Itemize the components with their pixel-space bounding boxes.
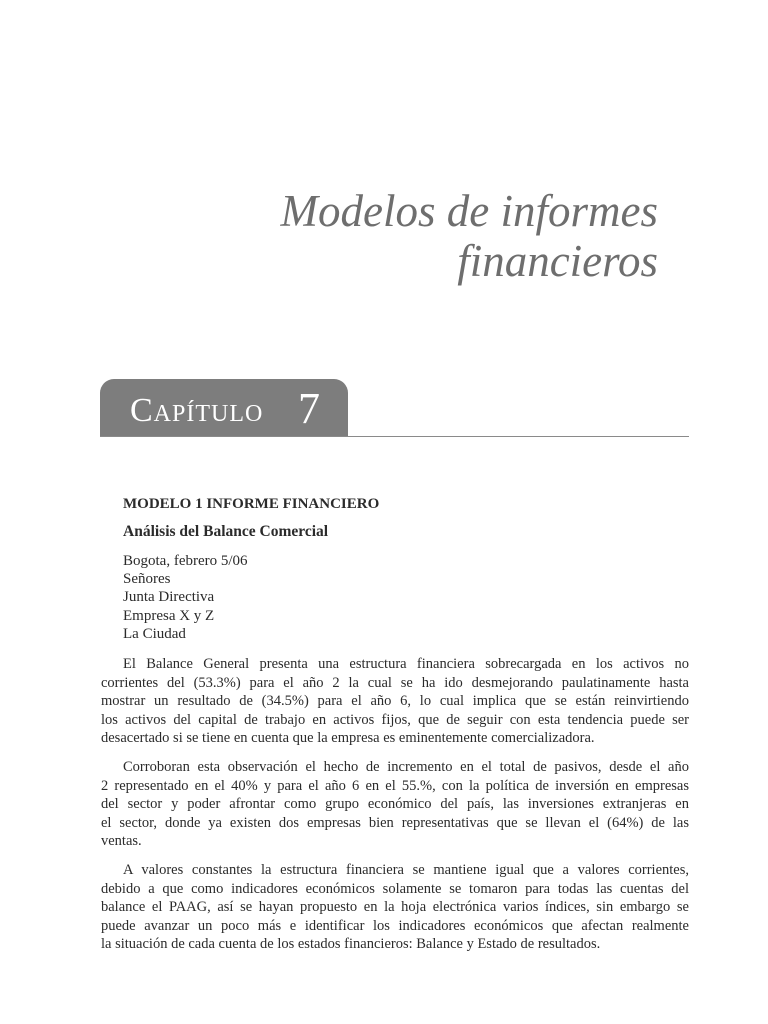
address-line: Junta Directiva: [123, 589, 215, 606]
address-line: Bogota, febrero 5/06: [123, 553, 248, 569]
body-paragraph-1: [101, 655, 689, 748]
paragraph-line: debido a que como indicadores económicos solamente se tomaron para todas las cuentas del: [101, 880, 689, 897]
paragraph-line: puede avanzar un poco más e identificar los indicadores económicos que afectan realmente: [101, 917, 689, 934]
paragraph-line: del sector y poder afrontar como grupo económico del país, las inversiones extranjeras en: [101, 796, 689, 813]
address-line: Señores: [123, 571, 171, 588]
chapter-number: 7: [298, 384, 320, 433]
paragraph-line: ventas.: [101, 833, 142, 850]
body-paragraph-2: [101, 758, 689, 851]
paragraph-line: 2 representado en el 40% y para el año 6 en el 55.%, con la política de inversión en empresas: [101, 777, 689, 794]
address-line: Empresa X y Z: [123, 607, 215, 624]
paragraph-line: desacertado si se tiene en cuenta que la empresa es eminentemente comercializadora.: [101, 730, 595, 747]
chapter-divider: [100, 436, 689, 437]
paragraph-line: el sector, donde ya existen dos empresas bien representativas que se llevan el (64%) de las: [101, 814, 689, 831]
body-paragraph-3: [101, 861, 689, 954]
chapter-title-line-1: Modelos de informes: [280, 186, 658, 236]
section-heading: MODELO 1 INFORME FINANCIERO: [123, 496, 380, 512]
paragraph-line: la situación de cada cuenta de los estados financieros: Balance y Estado de resultados.: [101, 936, 601, 953]
chapter-title-line-2: financieros: [457, 236, 658, 286]
section-subheading: Análisis del Balance Comercial: [123, 523, 329, 540]
paragraph-line: corrientes del (53.3%) para el año 2 la cual se ha ido desmejorando paulatinamente hasta: [101, 674, 689, 691]
chapter-label: Capítulo: [130, 392, 264, 429]
page-body: [101, 494, 689, 964]
paragraph-line: balance el PAAG, así se hayan propuesto en la hoja electrónica varios índices, sin embargo se: [101, 899, 689, 916]
paragraph-line: El Balance General presenta una estructura financiera sobrecargada en los activos no: [123, 656, 689, 673]
chapter-tab: [100, 379, 348, 436]
address-line: La Ciudad: [123, 625, 186, 642]
paragraph-line: Corroboran esta observación el hecho de incremento en el total de pasivos, desde el año: [123, 758, 689, 775]
paragraph-line: mostrar un resultado de (34.5%) para el año 6, lo cual implica que se están reinvirtiendo: [101, 693, 689, 710]
paragraph-line: los activos del capital de trabajo en activos fijos, que de seguir con esta tendencia puede ser: [101, 711, 689, 728]
letter-address: [123, 552, 689, 643]
chapter-title: [281, 186, 658, 286]
paragraph-line: A valores constantes la estructura financiera se mantiene igual que a valores corrientes,: [123, 861, 689, 878]
